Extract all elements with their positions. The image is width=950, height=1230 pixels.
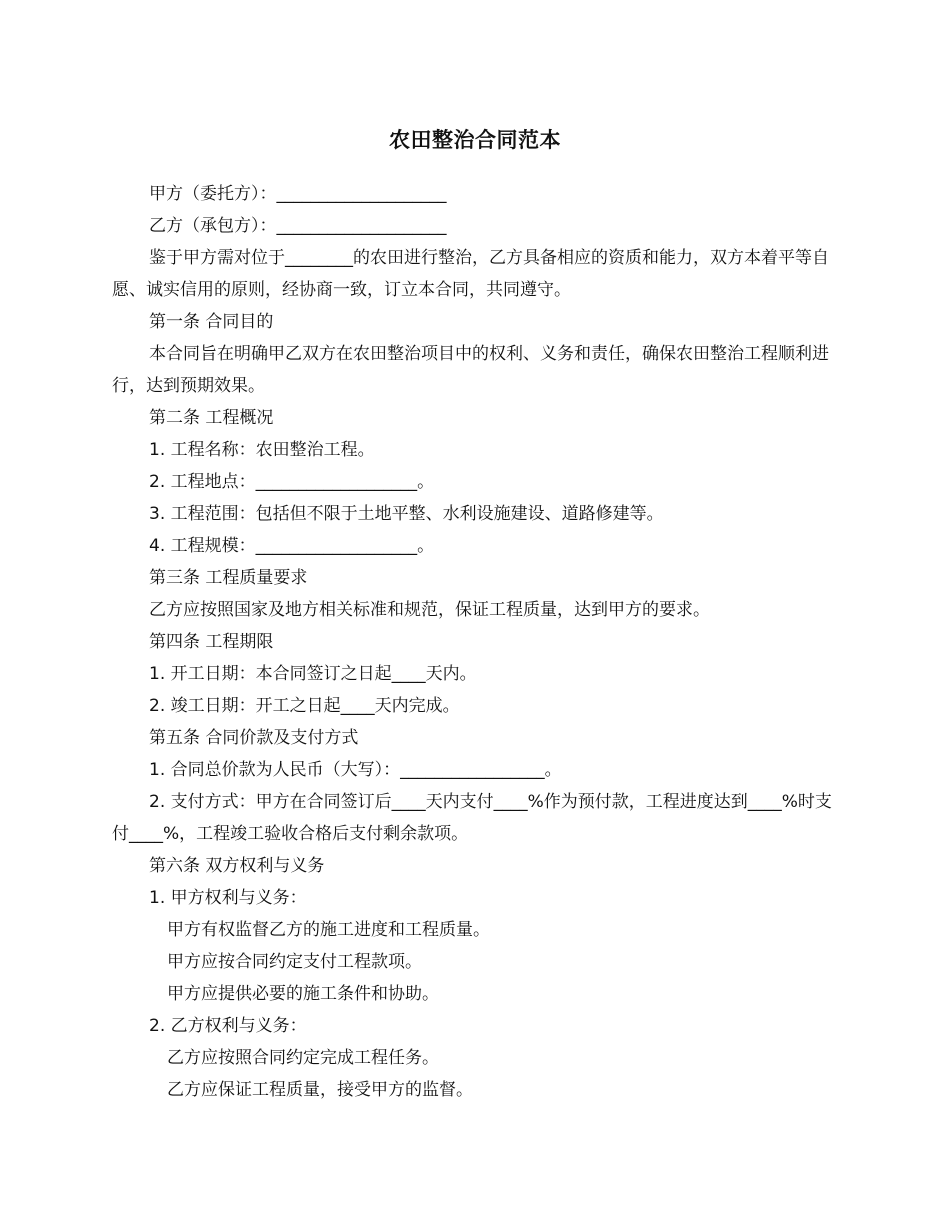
start-date-item: 1. 开工日期：本合同签订之日起____天内。: [149, 664, 477, 684]
party-b-line: 乙方（承包方）：____________________: [149, 216, 447, 236]
payment-method-item: 2. 支付方式：甲方在合同签订后____天内支付____%作为预付款，工程进度达到____%时支付____%，工程竣工验收合格后支付剩余款项。: [112, 792, 832, 844]
project-name-item: 1. 工程名称：农田整治工程。: [149, 440, 375, 460]
article-3-heading: 第三条 工程质量要求: [149, 568, 308, 588]
document-title: 农田整治合同范本: [389, 128, 561, 152]
preamble-paragraph: 鉴于甲方需对位于________的农田进行整治，乙方具备相应的资质和能力，双方本着平等自愿、诚实信用的原则，经协商一致，订立本合同，共同遵守。: [112, 248, 829, 300]
article-3-text: 乙方应按照国家及地方相关标准和规范，保证工程质量，达到甲方的要求。: [149, 600, 710, 620]
article-2-heading: 第二条 工程概况: [149, 408, 274, 428]
article-5-heading: 第五条 合同价款及支付方式: [149, 728, 359, 748]
completion-date-item: 2. 竣工日期：开工之日起____天内完成。: [149, 696, 460, 716]
project-scale-item: 4. 工程规模：___________________。: [149, 536, 435, 556]
document-body: [112, 178, 847, 1106]
article-1-text: 本合同旨在明确甲乙双方在农田整治项目中的权利、义务和责任，确保农田整治工程顺利进行，达到预期效果。: [112, 344, 829, 396]
party-a-rights-heading: 1. 甲方权利与义务：: [149, 888, 307, 908]
party-b-right-1: 乙方应按照合同约定完成工程任务。: [167, 1048, 439, 1068]
party-a-right-2: 甲方应按合同约定支付工程款项。: [167, 952, 422, 972]
party-b-rights-heading: 2. 乙方权利与义务：: [149, 1016, 307, 1036]
article-4-heading: 第四条 工程期限: [149, 632, 274, 652]
party-a-right-1: 甲方有权监督乙方的施工进度和工程质量。: [167, 920, 490, 940]
article-6-heading: 第六条 双方权利与义务: [149, 856, 325, 876]
party-a-line: 甲方（委托方）：____________________: [149, 184, 447, 204]
contract-price-item: 1. 合同总价款为人民币（大写）：_________________。: [149, 760, 562, 780]
project-scope-item: 3. 工程范围：包括但不限于土地平整、水利设施建设、道路修建等。: [149, 504, 664, 524]
party-a-right-3: 甲方应提供必要的施工条件和协助。: [167, 984, 439, 1004]
party-b-right-2: 乙方应保证工程质量，接受甲方的监督。: [167, 1080, 473, 1100]
article-1-heading: 第一条 合同目的: [149, 312, 274, 332]
project-location-item: 2. 工程地点：___________________。: [149, 472, 435, 492]
